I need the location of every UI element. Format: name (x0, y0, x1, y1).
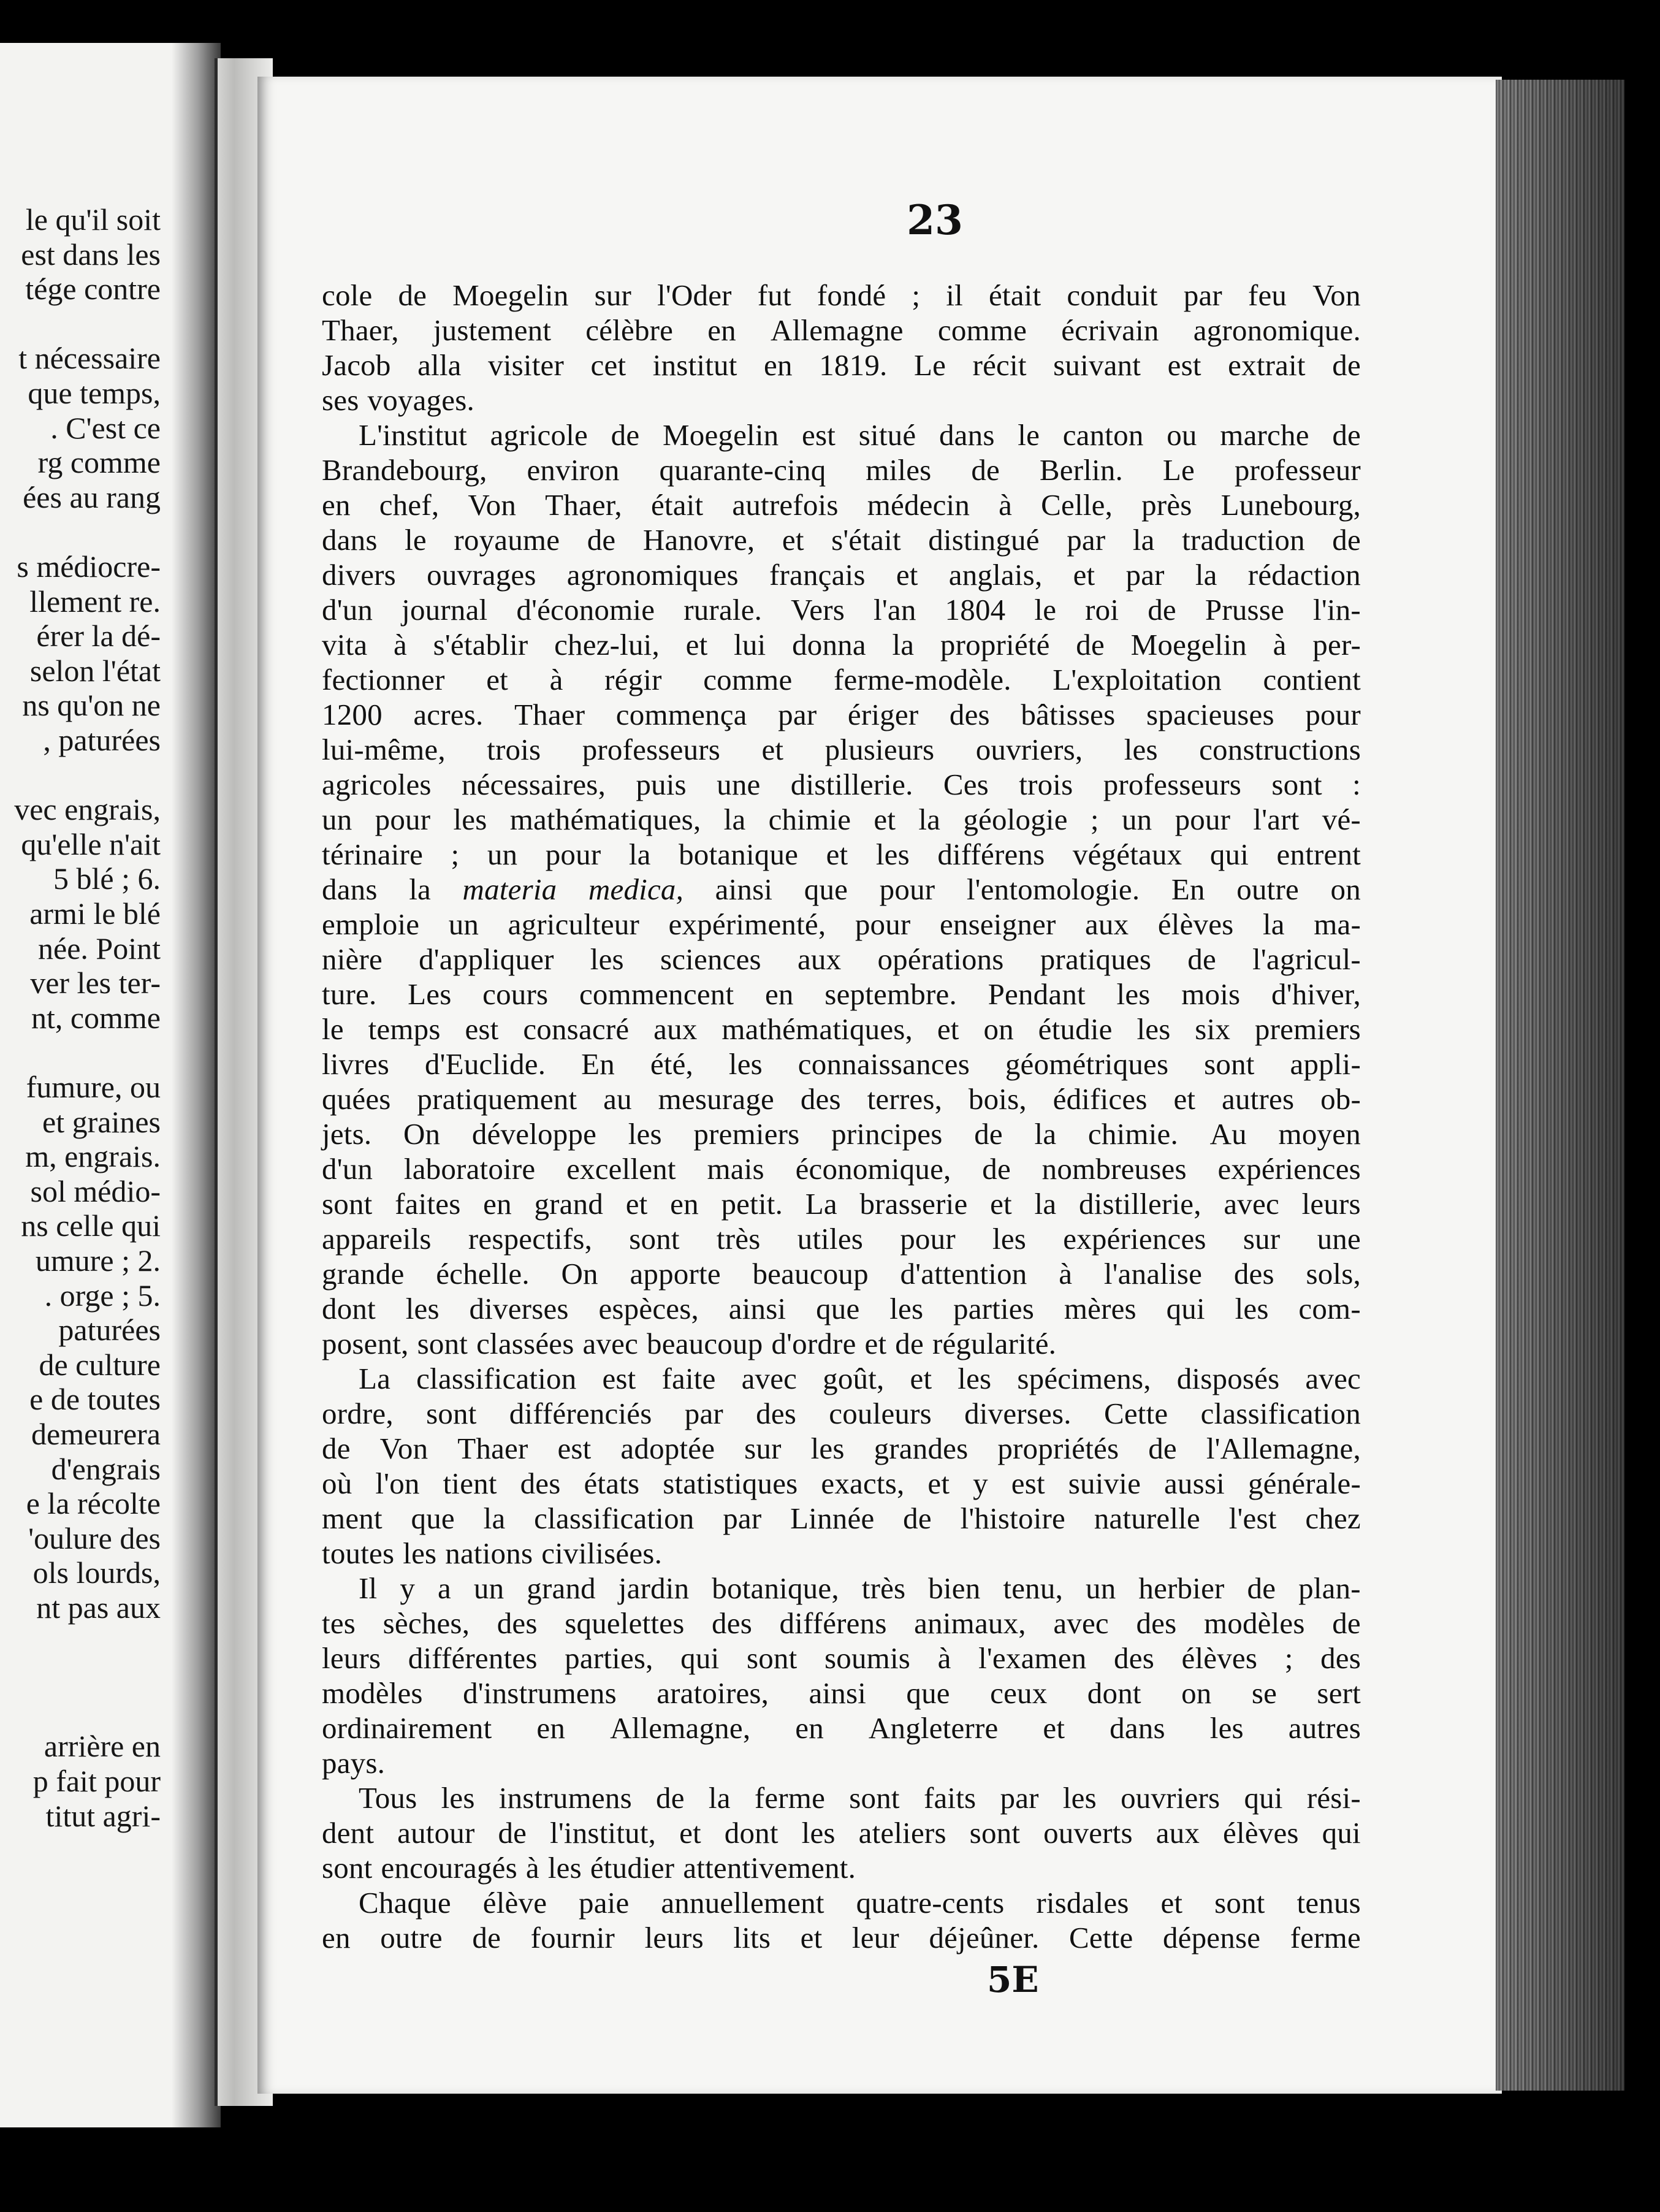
text-line: livres d'Euclide. En été, les connaissances géométriques sont appli- (322, 1047, 1361, 1081)
fore-edge-shadow (1496, 80, 1624, 2091)
text-line: toutes les nations civilisées. (322, 1536, 663, 1570)
text-line: emploie un agriculteur expérimenté, pour enseigner aux élèves la ma- (322, 907, 1361, 941)
left-page-line: 'oulure des (28, 1520, 161, 1555)
left-page-line: vec engrais, (14, 792, 161, 827)
text-line: cole de Moegelin sur l'Oder fut fondé ; il était conduit par feu Von (322, 278, 1361, 312)
text-line: divers ouvrages agronomiques français et anglais, et par la rédaction (322, 558, 1361, 592)
text-line: Brandebourg, environ quarante-cinq miles de Berlin. Le professeur (322, 453, 1361, 487)
left-page-line: ns qu'on ne (22, 688, 161, 723)
text-line: appareils respectifs, sont très utiles pour les expériences sur une (322, 1222, 1361, 1256)
text-line: lui-même, trois professeurs et plusieurs ouvriers, les constructions (322, 733, 1361, 766)
left-page-line: née. Point (38, 931, 161, 966)
left-page-line: tége contre (25, 272, 161, 307)
main-page (257, 77, 1502, 2094)
text-line: dent autour de l'institut, et dont les ateliers sont ouverts aux élèves qui (322, 1816, 1361, 1850)
left-page-line: , paturées (43, 723, 161, 757)
left-page-line: e de toutes (29, 1382, 161, 1417)
left-page-line: selon l'état (29, 653, 161, 688)
left-page-line: paturées (58, 1313, 161, 1348)
text-line: nière d'appliquer les sciences aux opérations pratiques de l'agricul- (322, 942, 1361, 976)
text-line: dans la materia medica, ainsi que pour l'entomologie. En outre on (322, 872, 1361, 906)
text-line: fectionner et à régir comme ferme-modèle. L'exploitation contient (322, 663, 1361, 696)
left-page-line: armi le blé (29, 896, 161, 931)
text-line: sont faites en grand et en petit. La brasserie et la distillerie, avec leurs (322, 1187, 1361, 1221)
text-line: posent, sont classées avec beaucoup d'ordre et de régularité. (322, 1327, 1057, 1360)
left-page-line: ns celle qui (21, 1208, 161, 1243)
printer-signature-mark: 5E (987, 1959, 1039, 2000)
left-page-line: le qu'il soit (25, 202, 161, 237)
text-line: La classification est faite avec goût, et les spécimens, disposés avec (359, 1362, 1361, 1395)
text-line: agricoles nécessaires, puis une distillerie. Ces trois professeurs sont : (322, 768, 1361, 801)
left-page-line: m, engrais. (25, 1139, 161, 1174)
left-page-line: et graines (42, 1104, 161, 1139)
left-page-line: rg comme (37, 445, 161, 480)
text-line: dont les diverses espèces, ainsi que les parties mères qui les com- (322, 1292, 1361, 1325)
text-line: ses voyages. (322, 383, 474, 417)
text-line: d'un journal d'économie rurale. Vers l'an 1804 le roi de Prusse l'in- (322, 593, 1361, 627)
left-page-line: ées au rang (23, 479, 161, 514)
text-line: leurs différentes parties, qui sont soumis à l'examen des élèves ; des (322, 1641, 1361, 1675)
left-gutter-shadow (172, 43, 221, 2127)
text-line: d'un laboratoire excellent mais économique, de nombreuses expériences (322, 1152, 1361, 1186)
left-page-line: de culture (39, 1347, 161, 1382)
left-page-line: . C'est ce (50, 410, 161, 445)
text-line: Jacob alla visiter cet institut en 1819. Le récit suivant est extrait de (322, 348, 1361, 382)
left-page-line: 5 blé ; 6. (53, 861, 161, 896)
text-line: térinaire ; un pour la botanique et les différens végétaux qui entrent (322, 837, 1361, 871)
left-page-line: . orge ; 5. (44, 1278, 161, 1313)
text-line: pays. (322, 1746, 386, 1780)
text-line: L'institut agricole de Moegelin est situé dans le canton ou marche de (359, 418, 1361, 452)
left-page-line: que temps, (28, 376, 161, 410)
left-page-line: umure ; 2. (35, 1243, 161, 1278)
text-line: grande échelle. On apporte beaucoup d'attention à l'analise des sols, (322, 1257, 1361, 1291)
left-page-line: qu'elle n'ait (21, 826, 161, 861)
body-text (322, 278, 1361, 1955)
left-page-line: p fait pour (32, 1764, 161, 1798)
text-line: Chaque élève paie annuellement quatre-cents risdales et sont tenus (359, 1886, 1361, 1920)
left-page-line: s médiocre- (17, 549, 161, 584)
left-page-line: d'engrais (51, 1451, 161, 1486)
left-page-line: nt, comme (31, 1000, 161, 1035)
left-page-line: t nécessaire (18, 341, 161, 376)
left-page-line: ver les ter- (30, 966, 161, 1001)
text-line: en chef, Von Thaer, était autrefois médecin à Celle, près Lunebourg, (322, 488, 1361, 522)
left-page-line: est dans les (21, 237, 161, 272)
left-page-line: sol médio- (30, 1173, 161, 1208)
text-line: sont encouragés à les étudier attentivement. (322, 1851, 856, 1885)
page-number: 23 (907, 196, 963, 244)
text-line: modèles d'instrumens aratoires, ainsi que ceux dont on se sert (322, 1676, 1361, 1710)
text-line: où l'on tient des états statistiques exacts, et y est suivie aussi générale- (322, 1466, 1361, 1500)
text-line: tes sèches, des squelettes des différens animaux, avec des modèles de (322, 1606, 1361, 1640)
text-line: un pour les mathématiques, la chimie et la géologie ; un pour l'art vé- (322, 803, 1361, 836)
left-page-line: llement re. (29, 584, 161, 619)
text-line: vita à s'établir chez-lui, et lui donna la propriété de Moegelin à per- (322, 628, 1361, 662)
left-page-line: érer la dé- (36, 619, 161, 654)
text-line: ment que la classification par Linnée de l'histoire naturelle l'est chez (322, 1501, 1361, 1535)
text-line: ture. Les cours commencent en septembre. Pendant les mois d'hiver, (322, 977, 1361, 1011)
text-line: de Von Thaer est adoptée sur les grandes propriétés de l'Allemagne, (322, 1432, 1361, 1465)
text-line: en outre de fournir leurs lits et leur déjeûner. Cette dépense ferme (322, 1921, 1361, 1955)
text-line: jets. On développe les premiers principes de la chimie. Au moyen (322, 1117, 1361, 1151)
left-page-line: ols lourds, (32, 1555, 161, 1590)
left-page-line: demeurera (31, 1417, 161, 1451)
left-page-line: nt pas aux (36, 1590, 161, 1625)
left-page-line: arrière en (44, 1729, 161, 1764)
text-line: ordre, sont différenciés par des couleurs diverses. Cette classification (322, 1397, 1361, 1430)
text-line: Thaer, justement célèbre en Allemagne comme écrivain agronomique. (322, 313, 1361, 347)
text-line: quées pratiquement au mesurage des terres, bois, édifices et autres ob- (322, 1082, 1361, 1116)
left-page-line: e la récolte (26, 1486, 161, 1521)
text-line: Il y a un grand jardin botanique, très bien tenu, un herbier de plan- (359, 1571, 1361, 1605)
text-line: ordinairement en Allemagne, en Angleterre et dans les autres (322, 1711, 1361, 1745)
text-line: le temps est consacré aux mathématiques, et on étudie les six premiers (322, 1012, 1361, 1046)
text-line: dans le royaume de Hanovre, et s'était distingué par la traduction de (322, 523, 1361, 557)
left-page-line: fumure, ou (26, 1070, 161, 1104)
left-page-line: titut agri- (45, 1798, 161, 1833)
text-line: Tous les instrumens de la ferme sont faits par les ouvriers qui rési- (359, 1781, 1361, 1815)
text-line: 1200 acres. Thaer commença par ériger des bâtisses spacieuses pour (322, 698, 1361, 731)
